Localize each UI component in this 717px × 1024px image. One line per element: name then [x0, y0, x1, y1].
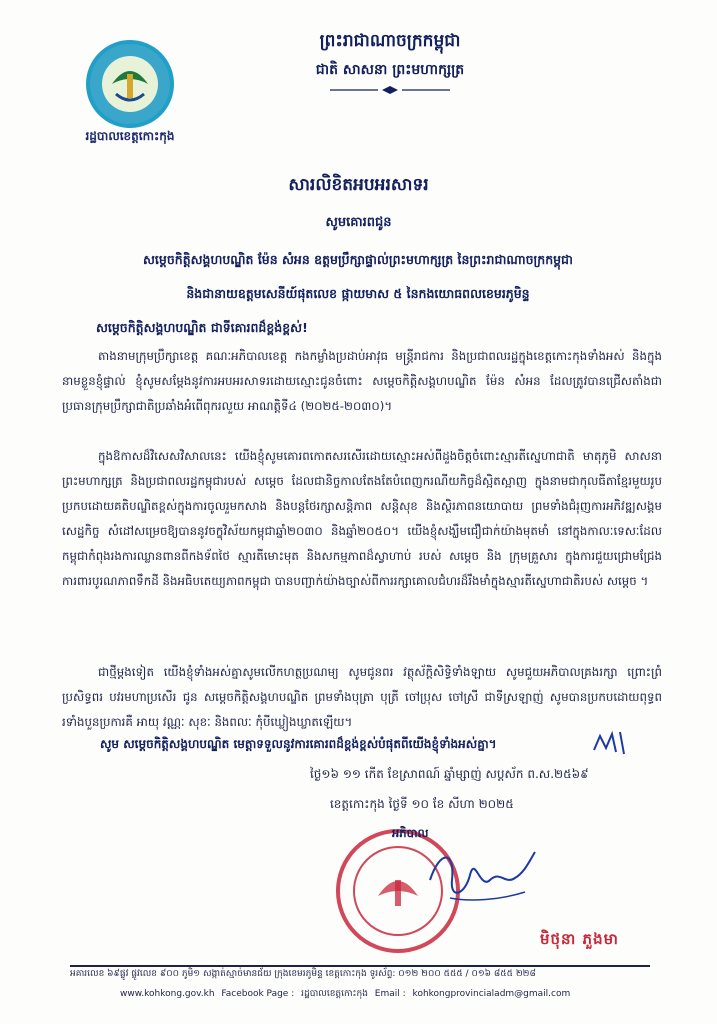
facebook-link[interactable]: រដ្ឋបាលខេត្តកោះកុង	[301, 989, 368, 999]
paragraph-2: ក្នុងឱកាសដ៏វិសេសវិសាលនេះ យើងខ្ញុំសូមគោរពកោតសរសើរដោយស្មោះអស់ពីដួងចិត្តចំពោះស្មារតីស្នេហាជាតិ មាតុភូមិ សាសនា ព្រះមហាក្សត្រ និងប្រជាពលរដ្ឋកម្ពុជារបស់ សម្ដេច ដែលជានិច្ចកាលតែងតែបំពេញករណីយកិច្ចដ៏ស្អិតស្អាញ ក្នុងនាមជាកុលធីតាខ្មែរមួយរូប ប្រកបដោយគតិបណ្ឌិតខ្ពស់ក្នុងការចូលរួមកសាង និងបន្តថែរក្សាសន្តិភាព សន្តិសុខ និងស្ថិរភាពនយោបាយ ព្រមទាំងជំរុញការអភិវឌ្ឍសង្គម សេដ្ឋកិច្ច សំដៅសម្រេចឱ្យបាននូវចក្ខុវិស័យកម្ពុជាឆ្នាំ២០៣០ និងឆ្នាំ២០៥០។ យើងខ្ញុំសង្ឃឹមជឿជាក់យ៉ាងមុតមាំ នៅក្នុងកាលៈទេសៈដែលកម្ពុជាកំពុងរងការឈ្លានពានពីកងទ័ពថៃ ស្មារតីមោះមុត និងសកម្មភាពដ៏ស្វាហាប់ របស់ សម្ដេច និង ក្រុមគ្រួសារ ក្នុងការជួយជ្រោមជ្រែង ការពារបូរណភាពទឹកដី និងអធិបតេយ្យភាពកម្ពុជា បានបញ្ជាក់យ៉ាងច្បាស់ពីការរក្សាគោលជំហរដ៏រឹងមាំក្នុងស្មារតីស្នេហាជាតិរបស់ សម្ដេច ។	[62, 449, 662, 588]
provincial-logo	[86, 40, 174, 128]
website-link[interactable]: www.kohkong.gov.kh	[120, 989, 215, 999]
addressee-line-2: និងជានាយឧត្តមសេនីយ៍ផុតលេខ ផ្កាយមាស ៥ នៃកងយោធពលខេមរភូមិន្ទ	[186, 286, 530, 301]
addressee-line-1: សម្ដេចកិត្តិសង្គហបណ្ឌិត ម៉ែន សំអន ឧត្តមប្រឹក្សាផ្ទាល់ព្រះមហាក្សត្រ នៃព្រះរាជាណាចក្រកម្ពុជា	[143, 252, 573, 267]
solar-date: ខេត្តកោះកុង ថ្ងៃទី ១០ ខែ សីហា ២០២៥	[330, 797, 514, 811]
paragraph-3: ជាថ្មីម្ដងទៀត យើងខ្ញុំទាំងអស់គ្នាសូមលើកហត្ថប្រណម្យ សូមជូនពរ វត្ថុស័ក្តិសិទ្ធិទាំងឡាយ សូមជួយអភិបាលគ្រងរក្សា ព្រោះព្រំ ប្រសិទ្ធពរ បវរមហាប្រសើរ ជូន សម្ដេចកិត្តិសង្គហបណ្ឌិត ព្រមទាំងបុត្រា បុត្រី ចៅប្រុស ចៅស្រី ជាទីស្រឡាញ់ សូមបានប្រកបដោយពុទ្ធពរទាំងបួនប្រការគឺ អាយុ វណ្ណៈ សុខៈ និងពលៈ កុំបីឃ្លៀងឃ្លាតឡើយ។	[62, 665, 662, 729]
lunar-date: ថ្ងៃ១៦ ១១ កើត ខែស្រាពណ៍ ឆ្នាំម្សាញ់ សប្ដស័ក ព.ស.២៥៦៩	[310, 767, 589, 781]
signer-name: មិថុនា ភួងមា	[540, 930, 619, 948]
footer-contacts	[120, 988, 680, 1001]
facebook-label: Facebook Page :	[221, 989, 295, 999]
motto-ornament	[330, 86, 450, 94]
email-link[interactable]: kohkongprovincialadm@gmail.com	[412, 989, 571, 999]
letter-title: សារលិខិតអបអរសាទរ	[288, 175, 429, 195]
closing-line: សូម សម្ដេចកិត្តិសង្គហបណ្ឌិត មេត្តាទទួលនូវការគោរពដ៏ខ្ពង់ខ្ពស់បំផុតពីយើងខ្ញុំទាំងអស់គ្នា។	[100, 737, 497, 751]
salutation: សម្ដេចកិត្តិសង្គហបណ្ឌិត ជាទីគោរពដ៏ខ្ពង់ខ្ពស់!	[96, 320, 308, 335]
email-label: Email :	[374, 989, 406, 999]
institution-name: រដ្ឋបាលខេត្តកោះកុង	[85, 129, 175, 143]
governor-signature	[420, 840, 540, 910]
kingdom-heading: ព្រះរាជាណាចក្រកម្ពុជា	[319, 31, 461, 51]
governor-title: អភិបាល	[392, 826, 429, 840]
respect-line: សូមគោរពជូន	[325, 215, 392, 230]
national-motto: ជាតិ សាសនា ព្រះមហាក្សត្រ	[315, 62, 465, 78]
footer-address: អគារលេខ ៦៩ផ្លូវ ផ្លូវលេខ ៩០០ ភូមិ១ សង្កាត់ស្មាច់មានជ័យ ក្រុងខេមរភូមិន្ទ ខេត្តកោះកុង ទូរស័ព្ទ: ០១២ ២០០ ៥៥៥ / ០១៦ ៨៥៥ ២២៨	[70, 969, 536, 979]
initial-mark	[590, 728, 640, 758]
paragraph-1: តាងនាមក្រុមប្រឹក្សាខេត្ត គណៈអភិបាលខេត្ត កងកម្លាំងប្រដាប់អាវុធ មន្ត្រីរាជការ និងប្រជាពលរដ្ឋក្នុងខេត្តកោះកុងទាំងអស់ និងក្នុងនាមខ្លួនខ្ញុំផ្ទាល់ ខ្ញុំសូមសម្ដែងនូវការអបអរសាទរដោយស្មោះជូនចំពោះ សម្ដេចកិត្តិសង្គហបណ្ឌិត ម៉ែន សំអន ដែលត្រូវបានជ្រើសតាំងជា ប្រធានក្រុមប្រឹក្សាជាតិប្រឆាំងអំពើពុករលួយ អាណត្តិទី៤ (២០២៥-២០៣០)។	[62, 349, 662, 413]
footer-divider	[70, 965, 650, 967]
